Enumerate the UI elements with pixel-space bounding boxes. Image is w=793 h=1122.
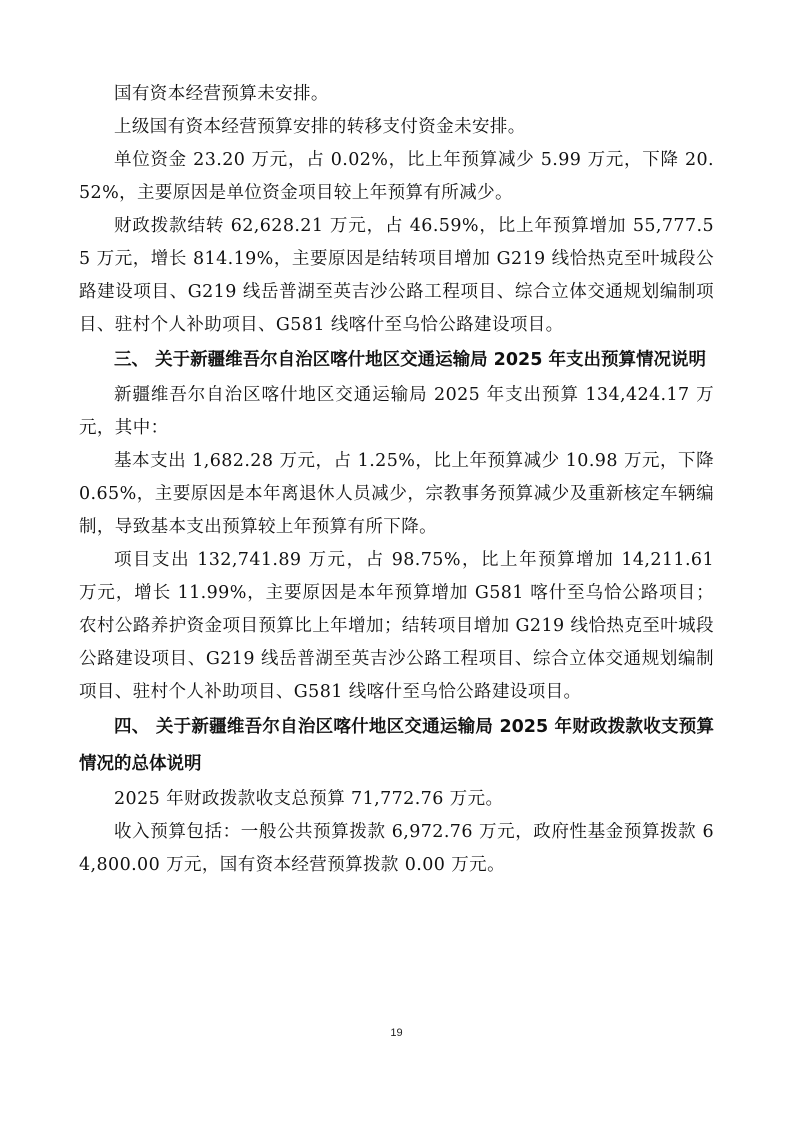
paragraph-revenue-budget: 收入预算包括：一般公共预算拨款 6,972.76 万元，政府性基金预算拨款 64,800.00 万元，国有资本经营预算拨款 0.00 万元。 (79, 822, 714, 875)
section-heading-fiscal-appropriation: 四、 关于新疆维吾尔自治区喀什地区交通运输局 2025 年财政拨款收支预算情况的总体说明 (79, 717, 714, 774)
section-heading-expenditure: 三、 关于新疆维吾尔自治区喀什地区交通运输局 2025 年支出预算情况说明 (114, 350, 706, 370)
paragraph-fiscal-total: 2025 年财政拨款收支总预算 71,772.76 万元。 (114, 789, 504, 809)
paragraph-state-capital-budget: 国有资本经营预算未安排。 (114, 84, 329, 104)
document-body (79, 78, 714, 882)
paragraph-expenditure-total: 新疆维吾尔自治区喀什地区交通运输局 2025 年支出预算 134,424.17 万元，其中： (79, 385, 714, 438)
page-number: 19 (390, 1027, 403, 1039)
paragraph-fiscal-carryover: 财政拨款结转 62,628.21 万元，占 46.59%，比上年预算增加 55,777.55 万元，增长 814.19%，主要原因是结转项目增加 G219 线恰热克至叶城段公路建设项目、G219 线岳普湖至英吉沙公路工程项目、综合立体交通规划编制项目、驻村个人补助项目、G581 线喀什至乌恰公路建设项目。 (79, 216, 714, 335)
paragraph-unit-funds: 单位资金 23.20 万元，占 0.02%，比上年预算减少 5.99 万元，下降 20.52%，主要原因是单位资金项目较上年预算有所减少。 (79, 150, 714, 203)
paragraph-basic-expenditure: 基本支出 1,682.28 万元，占 1.25%，比上年预算减少 10.98 万元，下降 0.65%，主要原因是本年离退休人员减少，宗教事务预算减少及重新核定车辆编制，导致基本支出预算较上年预算有所下降。 (79, 451, 714, 537)
paragraph-project-expenditure: 项目支出 132,741.89 万元，占 98.75%，比上年预算增加 14,211.61 万元，增长 11.99%，主要原因是本年预算增加 G581 喀什至乌恰公路项目；农村公路养护资金项目预算比上年增加；结转项目增加 G219 线恰热克至叶城段公路建设项目、G219 线岳普湖至英吉沙公路工程项目、综合立体交通规划编制项目、驻村个人补助项目、G581 线喀什至乌恰公路建设项目。 (79, 550, 714, 702)
paragraph-transfer-payment: 上级国有资本经营预算安排的转移支付资金未安排。 (114, 117, 526, 137)
